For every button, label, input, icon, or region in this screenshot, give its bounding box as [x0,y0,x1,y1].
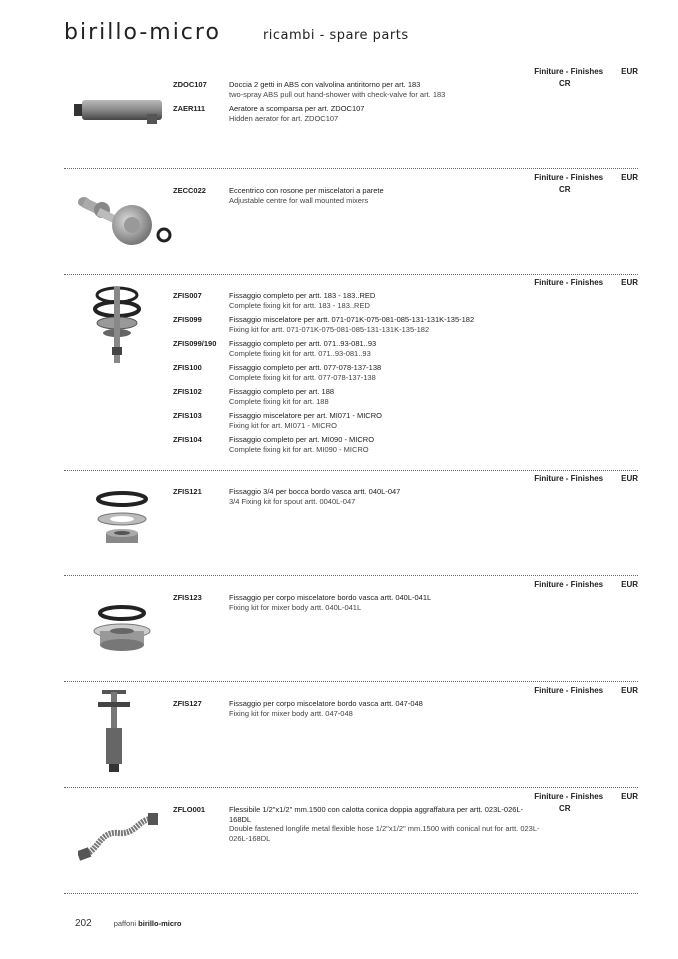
description-it: Fissaggio 3/4 per bocca bordo vasca artt. 040L-047 [229,487,401,496]
page-footer [75,918,182,929]
item-description [229,805,543,843]
description-it: Fissaggio completo per artt. 077-078-137-138 [229,363,382,372]
section-adjustable-centre [64,170,638,274]
description-it: Fissaggio miscelatore per art. MI071 - MICRO [229,411,382,420]
finishes-header: Finiture - Finishes [534,173,604,182]
item-description [229,435,543,454]
list-item [173,291,543,310]
item-code: ZDOC107 [173,80,207,89]
finishes-header: Finiture - Finishes [534,686,604,695]
fixing-kit-illustration [92,283,142,365]
item-code: ZFIS123 [173,593,202,602]
section-spout-fixing [64,471,638,575]
description-en: Double fastened longlife metal flexible hose 1/2"x1/2" mm.1500 with conical nut for artt. 023L-026L-168DL [229,824,540,843]
list-item [173,487,543,506]
page-header [64,20,409,45]
page-subtitle: ricambi - spare parts [262,28,409,43]
item-code: ZAER111 [173,104,206,113]
price-header: EUR [621,474,638,483]
item-description [229,593,543,612]
item-description [229,186,543,205]
description-it: Fissaggio per corpo miscelatore bordo vasca artt. 040L-041L [229,593,432,602]
description-en: 3/4 Fixing kit for spout artt. 0040L-047 [229,496,356,506]
description-en: Fixing kit for mixer body artt. 040L-041L [229,602,362,612]
list-item [173,411,543,430]
description-it: Fissaggio completo per artt. 071..93-081..93 [229,339,377,348]
description-it: Flessibile 1/2"x1/2" mm.1500 con calotta conica doppia aggraffatura per artt. 023L-026L-168DL [229,805,524,824]
item-description [229,411,543,430]
item-description [229,699,543,718]
item-description [229,315,543,334]
column-headers [534,278,638,287]
item-code: ZFIS007 [173,291,202,300]
description-it: Fissaggio completo per art. MI090 - MICRO [229,435,375,444]
section-flexible-hose [64,789,638,893]
item-description [229,363,543,382]
description-en: Fixing kit for mixer body artt. 047-048 [229,708,353,718]
item-description [229,339,543,358]
item-code: ZFIS121 [173,487,202,496]
list-item [173,315,543,334]
list-item [173,80,543,99]
hand-shower-illustration [72,92,172,132]
description-en: Complete fixing kit for art. MI090 - MICRO [229,444,369,454]
price-header: EUR [621,173,638,182]
item-code: ZFIS103 [173,411,202,420]
description-en: two-spray ABS pull out hand-shower with check-valve for art. 183 [229,89,446,99]
list-item [173,699,543,718]
column-headers [534,67,638,76]
description-en: Adjustable centre for wall mounted mixers [229,195,369,205]
finishes-header: Finiture - Finishes [534,580,604,589]
list-item [173,387,543,406]
item-code: ZFIS099 [173,315,202,324]
item-list [173,487,543,511]
item-code: ZFIS102 [173,387,202,396]
eccentric-illustration [72,190,172,250]
footer-brand [114,919,182,928]
description-en: Hidden aerator for art. ZDOC107 [229,113,339,123]
list-item [173,593,543,612]
item-description [229,104,543,123]
flexible-hose-illustration [78,811,160,863]
footer-product-name: birillo-micro [138,919,182,928]
list-item [173,186,543,205]
item-code: ZECC022 [173,186,206,195]
price-header: EUR [621,792,638,801]
description-en: Fixing kit for artt. 071-071K-075-081-085-131-131K-135-182 [229,324,430,334]
column-headers [534,792,638,801]
item-list [173,186,543,210]
price-header: EUR [621,686,638,695]
item-description [229,487,543,506]
item-code: ZFLO001 [173,805,206,814]
list-item [173,805,543,843]
finish-code: CR [559,804,571,813]
footer-brand-name: paffoni [113,919,137,928]
finish-code: CR [559,185,571,194]
item-code: ZFIS104 [173,435,202,444]
description-it: Fissaggio per corpo miscelatore bordo vasca artt. 047-048 [229,699,423,708]
price-header: EUR [621,580,638,589]
description-en: Complete fixing kit for artt. 071..93-081..93 [229,348,371,358]
price-header: EUR [621,67,638,76]
spout-fixing-illustration [92,489,152,551]
column-headers [534,474,638,483]
finishes-header: Finiture - Finishes [534,278,604,287]
description-it: Eccentrico con rosone per miscelatori a parete [229,186,384,195]
description-en: Complete fixing kit for artt. 183 - 183..RED [229,300,370,310]
section-mixer-body-fixing [64,577,638,681]
item-list [173,805,543,848]
list-item [173,435,543,454]
item-code: ZFIS100 [173,363,202,372]
item-description [229,387,543,406]
finishes-header: Finiture - Finishes [534,67,604,76]
item-code: ZFIS127 [173,699,202,708]
item-description [229,291,543,310]
item-description [229,80,543,99]
description-it: Fissaggio completo per artt. 183 - 183..RED [229,291,376,300]
description-en: Fixing kit for art. MI071 - MICRO [229,420,337,430]
description-it: Fissaggio miscelatore per artt. 071-071K-075-081-085-131-131K-135-182 [229,315,475,324]
section-mixer-body-fixing-047 [64,683,638,787]
description-it: Aeratore a scomparsa per art. ZDOC107 [229,104,365,113]
list-item [173,363,543,382]
item-list [173,593,543,617]
list-item [173,339,543,358]
column-headers [534,173,638,182]
description-it: Doccia 2 getti in ABS con valvolina antiritorno per art. 183 [229,80,421,89]
description-en: Complete fixing kit for artt. 077-078-137-138 [229,372,376,382]
price-header: EUR [621,278,638,287]
finish-code: CR [559,79,571,88]
section-fixing-kits [64,275,638,470]
page-number: 202 [75,918,92,929]
finishes-header: Finiture - Finishes [534,792,604,801]
mixer-stud-illustration [94,688,134,776]
item-list [173,699,543,723]
page-title: birillo-micro [64,20,221,45]
section-hand-shower [64,64,638,168]
item-list [173,291,543,459]
list-item [173,104,543,123]
finishes-header: Finiture - Finishes [534,474,604,483]
column-headers [534,686,638,695]
mixer-body-fixing-illustration [90,603,154,655]
description-it: Fissaggio completo per art. 188 [229,387,335,396]
description-en: Complete fixing kit for art. 188 [229,396,329,406]
item-list [173,80,543,128]
column-headers [534,580,638,589]
item-code: ZFIS099/190 [173,339,217,348]
